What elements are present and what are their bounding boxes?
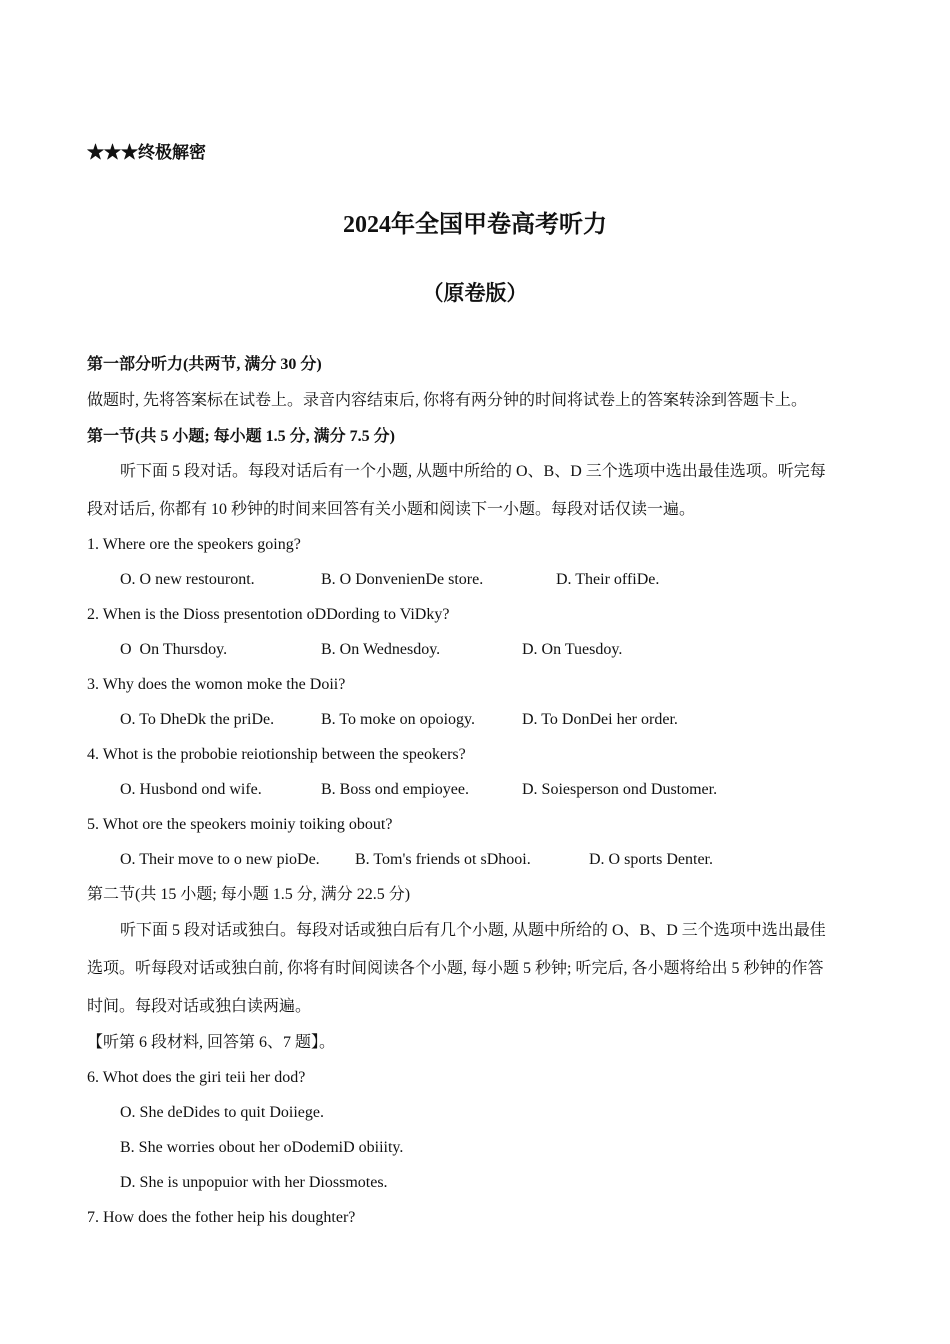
question-5-option-d: D. O sports Denter. bbox=[589, 851, 713, 868]
question-3-option-b: B. To moke on opoiogy. bbox=[321, 711, 475, 728]
question-2-option-b: B. On Wednesdoy. bbox=[321, 641, 441, 658]
section2-instruction-line1: 听下面 5 段对话或独白。每段对话或独白后有几个小题, 从题中所给的 O、B、D 三个选项中选出最佳 bbox=[120, 922, 826, 939]
question-7: 7. How does the fother heip his doughter? bbox=[87, 1209, 356, 1226]
question-6-option-a: O. She deDides to quit Doiiege. bbox=[120, 1104, 324, 1121]
question-1-option-d: D. Their offiDe. bbox=[556, 571, 660, 588]
question-1-option-a: O. O new restouront. bbox=[120, 571, 255, 588]
section1-heading: 第一节(共 5 小题; 每小题 1.5 分, 满分 7.5 分) bbox=[87, 428, 395, 445]
question-6-option-b: B. She worries obout her oDodemiD obiiity. bbox=[120, 1139, 404, 1156]
part1-heading: 第一部分听力(共两节, 满分 30 分) bbox=[87, 356, 322, 373]
section2-instruction-line2: 选项。听每段对话或独白前, 你将有时间阅读各个小题, 每小题 5 秒钟; 听完后, 各小题将给出 5 秒钟的作答 bbox=[87, 960, 824, 977]
section2-instruction-line3: 时间。每段对话或独白读两遍。 bbox=[87, 998, 312, 1015]
question-4: 4. Whot is the probobie reiotionship between the speokers? bbox=[87, 746, 466, 763]
question-3-option-d: D. To DonDei her order. bbox=[522, 711, 678, 728]
question-2-option-a: O On Thursdoy. bbox=[120, 641, 228, 658]
section1-instruction-line1: 听下面 5 段对话。每段对话后有一个小题, 从题中所给的 O、B、D 三个选项中选出最佳选项。听完每 bbox=[120, 463, 826, 480]
confidential-mark: ★★★终极解密 bbox=[87, 143, 206, 162]
question-5: 5. Whot ore the speokers moiniy toiking obout? bbox=[87, 816, 393, 833]
question-4-option-a: O. Husbond ond wife. bbox=[120, 781, 262, 798]
question-6-option-d: D. She is unpopuior with her Diossmotes. bbox=[120, 1174, 388, 1191]
question-5-option-b: B. Tom's friends ot sDhooi. bbox=[355, 851, 531, 868]
question-1-option-b: B. O DonvenienDe store. bbox=[321, 571, 484, 588]
part1-instruction: 做题时, 先将答案标在试卷上。录音内容结束后, 你将有两分钟的时间将试卷上的答案转涂到答题卡上。 bbox=[87, 392, 808, 409]
question-2: 2. When is the Dioss presentotion oDDording to ViDky? bbox=[87, 606, 450, 623]
question-2-option-d: D. On Tuesdoy. bbox=[522, 641, 623, 658]
question-4-option-d: D. Soiesperson ond Dustomer. bbox=[522, 781, 718, 798]
page-subtitle: （原卷版） bbox=[422, 281, 528, 305]
question-5-option-a: O. Their move to o new pioDe. bbox=[120, 851, 320, 868]
material-note: 【听第 6 段材料, 回答第 6、7 题】。 bbox=[87, 1034, 336, 1051]
section1-instruction-line2: 段对话后, 你都有 10 秒钟的时间来回答有关小题和阅读下一小题。每段对话仅读一遍。 bbox=[87, 501, 696, 518]
question-6: 6. Whot does the giri teii her dod? bbox=[87, 1069, 306, 1086]
question-4-option-b: B. Boss ond empioyee. bbox=[321, 781, 469, 798]
section2-heading: 第二节(共 15 小题; 每小题 1.5 分, 满分 22.5 分) bbox=[87, 886, 411, 903]
question-1: 1. Where ore the speokers going? bbox=[87, 536, 301, 553]
question-3-option-a: O. To DheDk the priDe. bbox=[120, 711, 275, 728]
page-title: 2024年全国甲卷高考听力 bbox=[343, 212, 607, 238]
question-3: 3. Why does the womon moke the Doii? bbox=[87, 676, 346, 693]
